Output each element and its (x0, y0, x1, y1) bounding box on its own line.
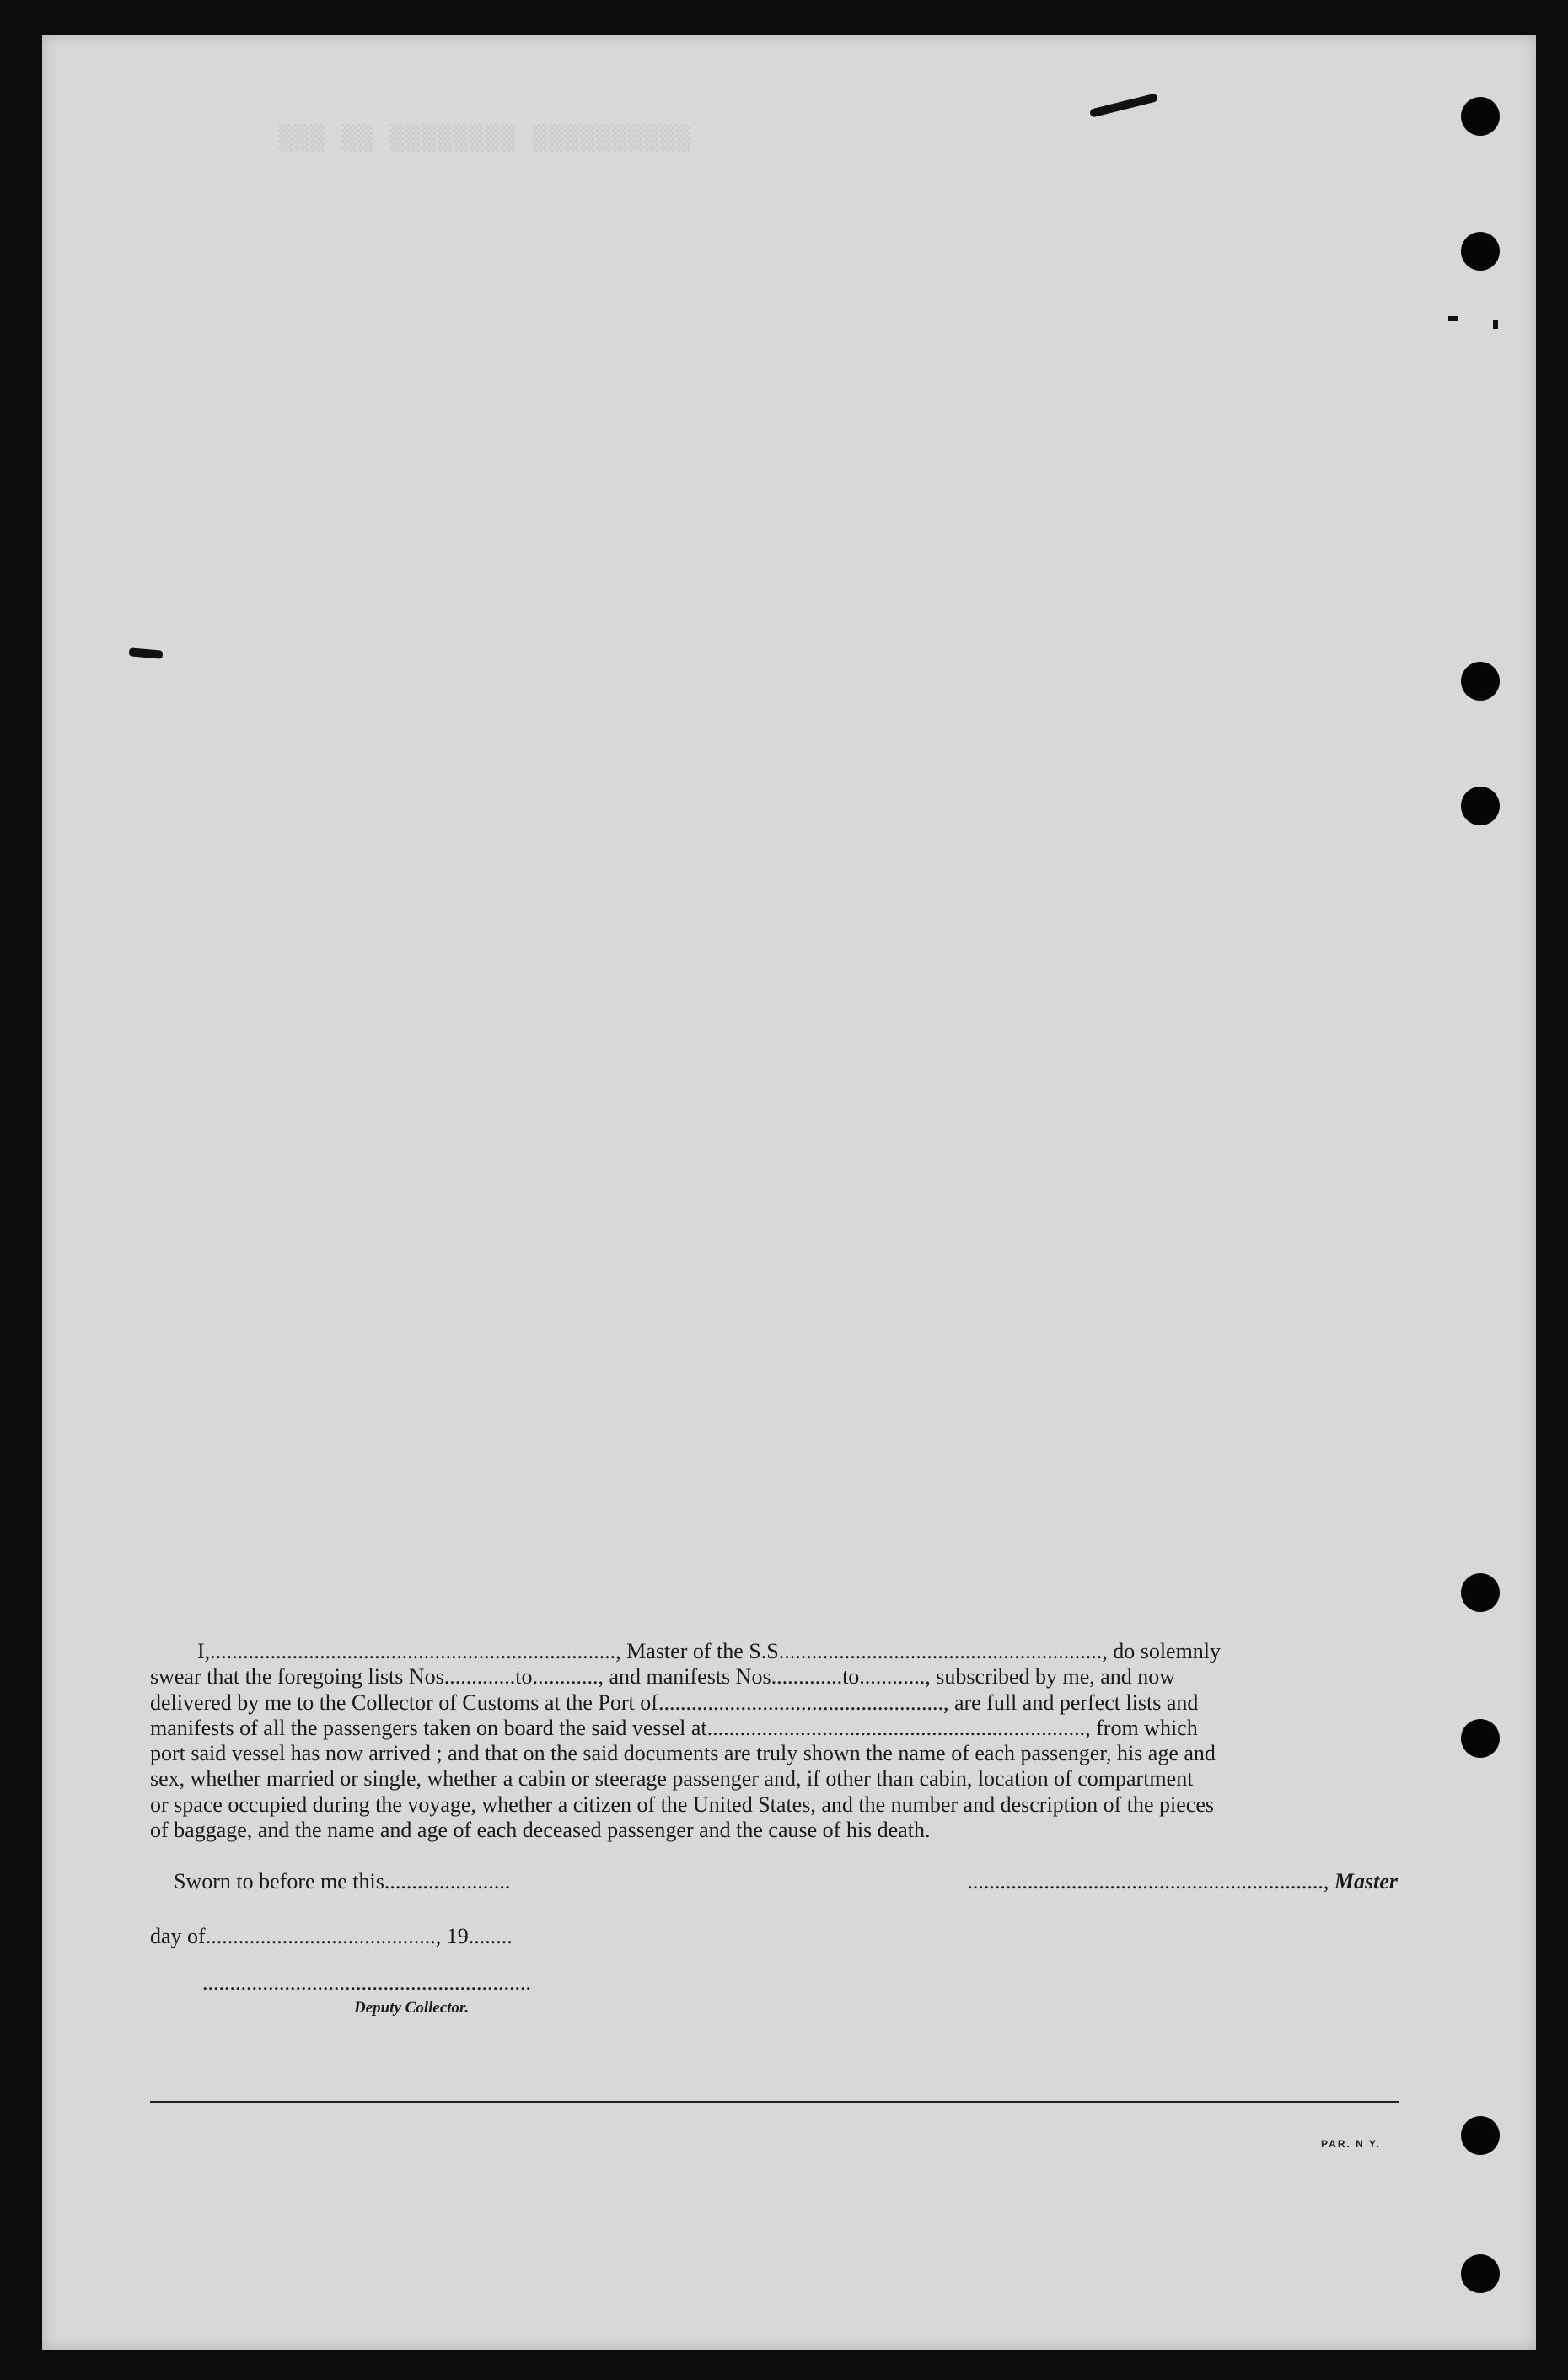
oath-line: delivered by me to the Collector of Customs at the Port of...................................................., are full and perfect lists and (150, 1690, 1199, 1715)
sworn-before-text: Sworn to before me this....................... (174, 1869, 511, 1894)
oath-line: of baggage, and the name and age of each deceased passenger and the cause of his death. (150, 1818, 931, 1843)
ink-mark (1089, 93, 1158, 118)
oath-paragraph (150, 1639, 1398, 1843)
punch-hole (1461, 1719, 1500, 1758)
oath-line: sex, whether married or single, whether a cabin or steerage passenger and, if other than cabin, location of compartment (150, 1766, 1194, 1792)
deputy-signature-line: ............................................................ (202, 1970, 531, 1995)
master-label: Master (1334, 1869, 1398, 1894)
sworn-row (150, 1869, 1398, 1899)
ink-mark (129, 647, 164, 658)
ink-mark (1493, 320, 1498, 329)
printer-mark: PAR. N Y. (1321, 2138, 1381, 2150)
deputy-collector-label: Deputy Collector. (354, 1999, 470, 2017)
punch-hole (1461, 787, 1500, 825)
oath-line: manifests of all the passengers taken on board the said vessel at....................................................................., from which (150, 1715, 1198, 1740)
bleed-through-header: ▒▒▒ ▒▒ ▒▒▒▒▒▒▒▒ ▒▒▒▒▒▒▒▒▒▒ (278, 124, 692, 152)
oath-line: or space occupied during the voyage, whether a citizen of the United States, and the number and description of the pieces (150, 1792, 1215, 1817)
form-page (42, 35, 1536, 2350)
punch-hole (1461, 2254, 1500, 2293)
footer-rule (150, 2101, 1399, 2103)
punch-hole (1461, 97, 1500, 136)
punch-hole (1461, 2116, 1500, 2155)
punch-hole (1461, 232, 1500, 271)
day-of-line: day of.........................................., 19........ (150, 1924, 513, 1948)
punch-hole (1461, 662, 1500, 701)
oath-line: swear that the foregoing lists Nos.............to............, and manifests Nos.............to............, subscribed by me, and now (150, 1664, 1176, 1690)
oath-line: port said vessel has now arrived ; and that on the said documents are truly shown the name of each passenger, his age and (150, 1741, 1216, 1766)
punch-hole (1461, 1573, 1500, 1612)
master-signature-line: ................................................................., Master (967, 1869, 1398, 1894)
ink-mark (1448, 316, 1458, 321)
oath-line: I,.........................................................................., Master of the S.S..........................................................., do solemnly (197, 1639, 1222, 1663)
